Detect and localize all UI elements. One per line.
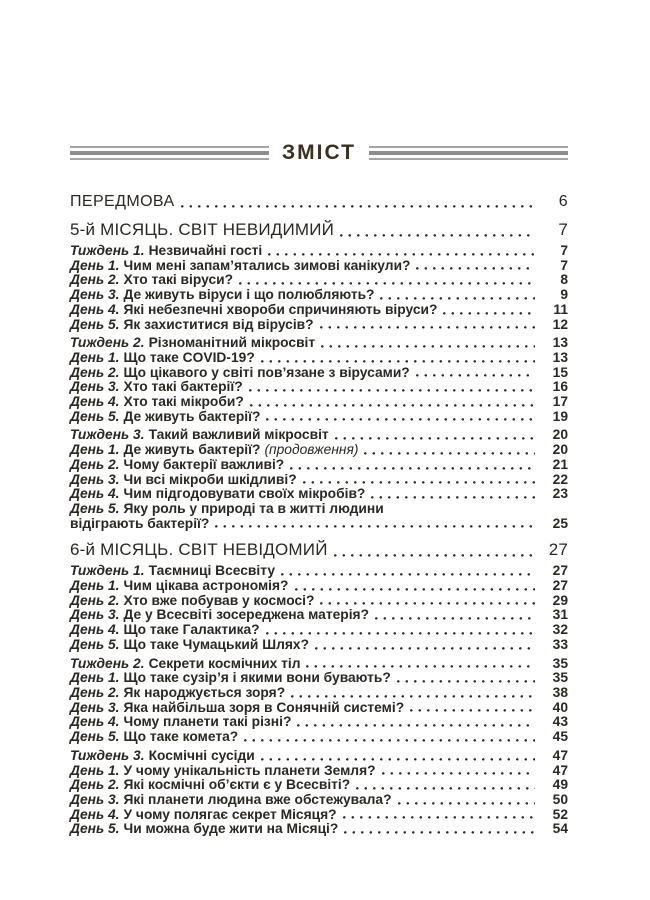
- toc-entry-day: [70, 487, 568, 502]
- toc-entry-day: [70, 318, 568, 333]
- toc-entry-page-number: 19: [552, 408, 568, 424]
- dot-leader: [371, 496, 535, 499]
- toc-entry-line: [70, 487, 568, 502]
- dot-leader: [181, 205, 535, 208]
- toc-entry-label: День 4.: [70, 622, 120, 638]
- toc-entry-text: Таємниці Всесвіту: [148, 563, 275, 579]
- toc-entry-line: [70, 778, 568, 793]
- dot-leader: [356, 787, 535, 790]
- toc-entry-label: День 4.: [70, 486, 120, 502]
- toc-entry-line: [70, 366, 568, 381]
- toc-entry-label: День 2.: [70, 272, 120, 288]
- toc-entry-page-number: 25: [552, 515, 568, 531]
- toc-entry-day: [70, 273, 568, 288]
- toc-entry-line: [70, 288, 568, 303]
- toc-entry-line: [70, 594, 568, 609]
- toc-entry-day: [70, 715, 568, 730]
- toc-entry-continuation-text: відіграють бактерії?: [70, 515, 210, 531]
- toc-entry-line: [70, 764, 568, 779]
- toc-entry-week: [70, 244, 568, 259]
- toc-entry-line: [70, 749, 568, 764]
- dot-leader: [340, 234, 535, 237]
- toc-entry-text: Як народжується зоря?: [123, 684, 286, 700]
- toc-entry-day: [70, 594, 568, 609]
- dot-leader: [375, 617, 535, 620]
- toc-entry-label: День 3.: [70, 699, 120, 715]
- toc-entry-line: [70, 318, 568, 333]
- toc-entry-text: 5-й МІСЯЦЬ. СВІТ НЕВИДИМИЙ: [70, 220, 335, 239]
- dot-leader: [290, 467, 535, 470]
- toc-entry-page-number: 16: [552, 379, 568, 395]
- toc-entry-line: [70, 730, 568, 745]
- toc-entry-text: Хто такі бактерії?: [123, 379, 243, 395]
- toc-entry-page-number: 49: [552, 777, 568, 793]
- toc-entry-label: День 1.: [70, 578, 120, 594]
- toc-entry-day: [70, 351, 568, 366]
- toc-entry-line: [70, 259, 568, 274]
- toc-entry-label: День 4.: [70, 806, 120, 822]
- toc-entry-page-number: 43: [552, 714, 568, 730]
- toc-entry-page-number: 27: [552, 563, 568, 579]
- toc-entry-day: [70, 259, 568, 274]
- toc-entry-label: Тиждень 2.: [70, 655, 145, 671]
- toc-entry-day: [70, 502, 568, 531]
- toc-entry-day: [70, 764, 568, 779]
- dot-leader: [397, 680, 535, 683]
- toc-entry-label: День 5.: [70, 729, 120, 745]
- toc-entry-line: [70, 671, 568, 686]
- dot-leader: [364, 452, 535, 455]
- toc-entry-label: День 2.: [70, 364, 120, 380]
- dot-leader: [306, 665, 535, 668]
- toc-entry-day: [70, 303, 568, 318]
- toc-entry-text: Чому планети такі різні?: [123, 714, 292, 730]
- toc-entry-label: Тиждень 3.: [70, 427, 145, 443]
- toc-entry-page-number: 33: [552, 636, 568, 652]
- toc-entry-page-number: 8: [560, 272, 568, 288]
- dot-leader: [410, 709, 535, 712]
- toc-entry-text: Секрети космічних тіл: [148, 655, 301, 671]
- toc-entry-label: День 4.: [70, 301, 120, 317]
- page-title: ЗМІСТ: [282, 141, 356, 164]
- toc-entry-page-number: 17: [552, 394, 568, 410]
- toc-entry-text: Чи всі мікроби шкідливі?: [123, 471, 297, 487]
- toc-entry-label: День 2.: [70, 592, 120, 608]
- toc-entry-day: [70, 671, 568, 686]
- toc-entry-text: У чому унікальність планети Земля?: [123, 762, 376, 778]
- toc-entry-label: День 5.: [70, 636, 120, 652]
- toc-entry-label: День 3.: [70, 791, 120, 807]
- toc-entry-line: [70, 822, 568, 837]
- toc-entry-line: [70, 808, 568, 823]
- toc-entry-line: [70, 428, 568, 443]
- toc-entry-label: День 5.: [70, 316, 120, 332]
- toc-entry-line: [70, 443, 568, 458]
- toc-entry-text: Чим цікава астрономія?: [123, 578, 289, 594]
- toc-entry-day: [70, 808, 568, 823]
- toc-entry-line: [70, 410, 568, 425]
- dot-leader: [266, 418, 535, 421]
- toc-entry-day: [70, 793, 568, 808]
- toc-entry-day: [70, 608, 568, 623]
- toc-entry-line: [70, 395, 568, 410]
- toc-entry-line: [70, 458, 568, 473]
- dot-leader: [416, 374, 535, 377]
- toc-entry-page-number: 45: [552, 729, 568, 745]
- toc-entry-label: День 3.: [70, 287, 120, 303]
- toc-entry-text: Різноманітний мікросвіт: [148, 335, 316, 351]
- toc-entry-line: [70, 539, 568, 560]
- toc-entry-label: День 5.: [70, 821, 120, 837]
- toc-entry-note: (продовження): [264, 442, 359, 458]
- toc-entry-line: [70, 219, 568, 240]
- toc-entry-page-number: 7: [560, 257, 568, 273]
- toc-entry-text: Де живуть бактерії?: [123, 408, 261, 424]
- dot-leader: [334, 554, 535, 557]
- toc-entry-text: Що таке Чумацький Шлях?: [123, 636, 310, 652]
- toc-entry-label: День 3.: [70, 471, 120, 487]
- toc-entry-text: Чим підгодовувати своїх мікробів?: [123, 486, 366, 502]
- toc-entry-line: [70, 793, 568, 808]
- toc-entry-day: [70, 686, 568, 701]
- toc-entry-line: [70, 244, 568, 259]
- toc-entry-text: Чим мені запам’ятались зимові канікули?: [123, 257, 411, 273]
- toc-entry-text: Що таке сузір’я і якими вони бувають?: [123, 670, 391, 686]
- dot-leader: [261, 758, 535, 761]
- toc-entry-label: День 2.: [70, 684, 120, 700]
- toc-entry-text: Які планети людина вже обстежувала?: [123, 791, 392, 807]
- toc-entry-text: Де живуть віруси і що полюбляють?: [123, 287, 375, 303]
- toc-entry-label: День 2.: [70, 777, 120, 793]
- toc-entry-label: День 3.: [70, 379, 120, 395]
- toc-entry-text: 6-й МІСЯЦЬ. СВІТ НЕВІДОМИЙ: [70, 540, 328, 560]
- toc-entry-day: [70, 473, 568, 488]
- dot-leader: [320, 602, 535, 605]
- toc-entry-line: [70, 351, 568, 366]
- toc-entry-text: Що таке Галактика?: [123, 622, 260, 638]
- toc-entry-text: Що таке COVID-19?: [123, 349, 255, 365]
- toc-entry-line: [70, 380, 568, 395]
- dot-leader: [261, 360, 535, 363]
- toc-entry-day: [70, 638, 568, 653]
- toc-entry-page-number: 21: [552, 456, 568, 472]
- toc-entry-text: Що цікавого у світі пов’язане з вірусами?: [123, 364, 410, 380]
- toc-entry-page-number: 35: [552, 670, 568, 686]
- toc-entry-text: Яка найбільша зоря в Сонячній системі?: [123, 699, 405, 715]
- toc-entry-line: [70, 608, 568, 623]
- toc-entry-page-number: 32: [552, 622, 568, 638]
- toc-entry-page-number: 7: [560, 243, 568, 258]
- dot-leader: [297, 724, 535, 727]
- dot-leader: [303, 481, 535, 484]
- toc-entry-label: День 1.: [70, 442, 120, 458]
- toc-entry-preface: [70, 193, 568, 211]
- dot-leader: [215, 525, 535, 528]
- toc-entry-week: [70, 336, 568, 351]
- toc-entry-label: День 1.: [70, 257, 120, 273]
- toc-entry-label: Тиждень 3.: [70, 747, 145, 763]
- dot-leader: [343, 816, 535, 819]
- toc-entry-page-number: 50: [552, 791, 568, 807]
- dot-leader: [344, 831, 535, 834]
- toc-entry-page-number: 52: [552, 806, 568, 822]
- toc-entry-page-number: 54: [552, 821, 568, 837]
- dot-leader: [380, 297, 535, 300]
- toc-entry-month: [70, 219, 568, 240]
- toc-entry-day: [70, 822, 568, 837]
- toc-entry-page-number: 27: [548, 540, 568, 560]
- toc-entry-line: [70, 303, 568, 318]
- toc-entry-text: Чому бактерії важливі?: [123, 456, 285, 472]
- toc-entry-text: Хто такі віруси?: [123, 272, 234, 288]
- dot-leader: [315, 647, 535, 650]
- dot-leader: [266, 632, 535, 635]
- toc-entry-day: [70, 366, 568, 381]
- toc-entry-line: [70, 623, 568, 638]
- toc-entry-day: [70, 701, 568, 716]
- toc-entry-label: Тиждень 1.: [70, 563, 145, 579]
- toc-entry-page-number: 23: [552, 486, 568, 502]
- toc-entry-page-number: 20: [552, 442, 568, 458]
- toc-entry-month: [70, 539, 568, 560]
- dot-leader: [416, 267, 535, 270]
- toc-entry-page-number: 31: [552, 607, 568, 623]
- dot-leader: [398, 802, 535, 805]
- toc-entry-page-number: 22: [552, 471, 568, 487]
- toc-entry-day: [70, 443, 568, 458]
- toc-entry-week: [70, 564, 568, 579]
- toc-entry-line: [70, 193, 568, 211]
- dot-leader: [239, 282, 535, 285]
- toc-entry-day: [70, 380, 568, 395]
- toc-entry-day: [70, 579, 568, 594]
- toc-entry-label: День 1.: [70, 670, 120, 686]
- toc-entry-text: Космічні сусіди: [148, 747, 255, 763]
- toc-title-band: [70, 142, 568, 164]
- toc-entry-line: [70, 273, 568, 288]
- dot-leader: [382, 772, 535, 775]
- toc-entry-page-number: 13: [552, 349, 568, 365]
- toc-entry-label: Тиждень 2.: [70, 335, 145, 351]
- toc-entry-label: День 3.: [70, 607, 120, 623]
- dot-leader: [321, 345, 535, 348]
- toc-entry-page-number: 40: [552, 699, 568, 715]
- toc-entry-day: [70, 410, 568, 425]
- toc-entry-text: Що таке комета?: [123, 729, 239, 745]
- toc-entry-line: [70, 336, 568, 351]
- toc-entry-line: [70, 657, 568, 672]
- toc-entry-page-number: 35: [552, 655, 568, 671]
- toc-entry-text: Хто вже побував у космосі?: [123, 592, 315, 608]
- toc-entry-text: Де у Всесвіті зосереджена матерія?: [123, 607, 370, 623]
- toc-entry-line: [70, 715, 568, 730]
- toc-entry-day: [70, 458, 568, 473]
- dot-leader: [244, 739, 535, 742]
- toc-entry-page-number: 47: [552, 762, 568, 778]
- toc-entry-label: День 4.: [70, 394, 120, 410]
- toc-entry-text: Яку роль у природі та в житті людини: [123, 500, 384, 516]
- toc-entry-page-number: 15: [552, 364, 568, 380]
- dot-leader: [281, 573, 535, 576]
- toc-entry-week: [70, 657, 568, 672]
- toc-entry-line: [70, 579, 568, 594]
- toc-entry-text: Хто такі мікроби?: [123, 394, 244, 410]
- left-rule-ornament: [70, 146, 269, 160]
- toc-entry-day: [70, 288, 568, 303]
- toc-entry-week: [70, 428, 568, 443]
- toc-entry-line: [70, 564, 568, 579]
- toc-entry-page-number: 9: [560, 287, 568, 303]
- toc-entry-line: [70, 473, 568, 488]
- toc-entry-text: У чому полягає секрет Місяця?: [123, 806, 337, 822]
- toc-entry-text: Чи можна буде жити на Місяці?: [123, 821, 339, 837]
- dot-leader: [335, 437, 535, 440]
- toc-entry-text: Як захиститися від вірусів?: [123, 316, 314, 332]
- toc-entry-day: [70, 730, 568, 745]
- dot-leader: [268, 253, 535, 256]
- toc-entry-day: [70, 395, 568, 410]
- toc-entry-line: [70, 638, 568, 653]
- toc-entry-continuation-line: [70, 517, 568, 532]
- toc-entry-label: День 1.: [70, 349, 120, 365]
- toc-entry-page-number: 20: [552, 427, 568, 443]
- dot-leader: [291, 695, 535, 698]
- right-rule-ornament: [369, 146, 568, 160]
- dot-leader: [249, 389, 535, 392]
- toc-entry-line: [70, 502, 568, 517]
- toc-entry-line: [70, 701, 568, 716]
- dot-leader: [320, 326, 535, 329]
- toc-entry-label: День 2.: [70, 456, 120, 472]
- toc-entry-label: День 1.: [70, 762, 120, 778]
- dot-leader: [250, 404, 535, 407]
- toc-entry-week: [70, 749, 568, 764]
- toc-entry-label: Тиждень 1.: [70, 243, 145, 258]
- toc-entry-text: Незвичайні гості: [148, 243, 263, 258]
- toc-entry-page-number: 47: [552, 747, 568, 763]
- toc-entry-page-number: 7: [558, 220, 568, 239]
- toc-entry-page-number: 11: [553, 301, 568, 317]
- toc-entry-text: Такий важливий мікросвіт: [148, 427, 329, 443]
- toc-entry-page-number: 38: [552, 684, 568, 700]
- toc-entry-page-number: 27: [552, 578, 568, 594]
- toc-entry-page-number: 12: [552, 316, 568, 332]
- dot-leader: [443, 312, 535, 315]
- toc-entry-page-number: 13: [552, 335, 568, 351]
- toc-entry-day: [70, 623, 568, 638]
- toc-entry-text: Де живуть бактерії?: [123, 442, 261, 458]
- toc-entry-day: [70, 778, 568, 793]
- toc-entry-text: Які космічні об’єкти є у Всесвіті?: [123, 777, 351, 793]
- toc-entry-label: День 4.: [70, 714, 120, 730]
- toc-entry-page-number: 29: [552, 592, 568, 608]
- dot-leader: [295, 588, 536, 591]
- toc-entry-page-number: 6: [558, 193, 568, 210]
- toc-list: [70, 193, 568, 837]
- toc-entry-label: День 5.: [70, 500, 120, 516]
- toc-entry-text: Які небезпечні хвороби спричиняють віруси?: [123, 301, 438, 317]
- toc-entry-text: ПЕРЕДМОВА: [70, 193, 175, 210]
- toc-entry-label: День 5.: [70, 408, 120, 424]
- toc-entry-line: [70, 686, 568, 701]
